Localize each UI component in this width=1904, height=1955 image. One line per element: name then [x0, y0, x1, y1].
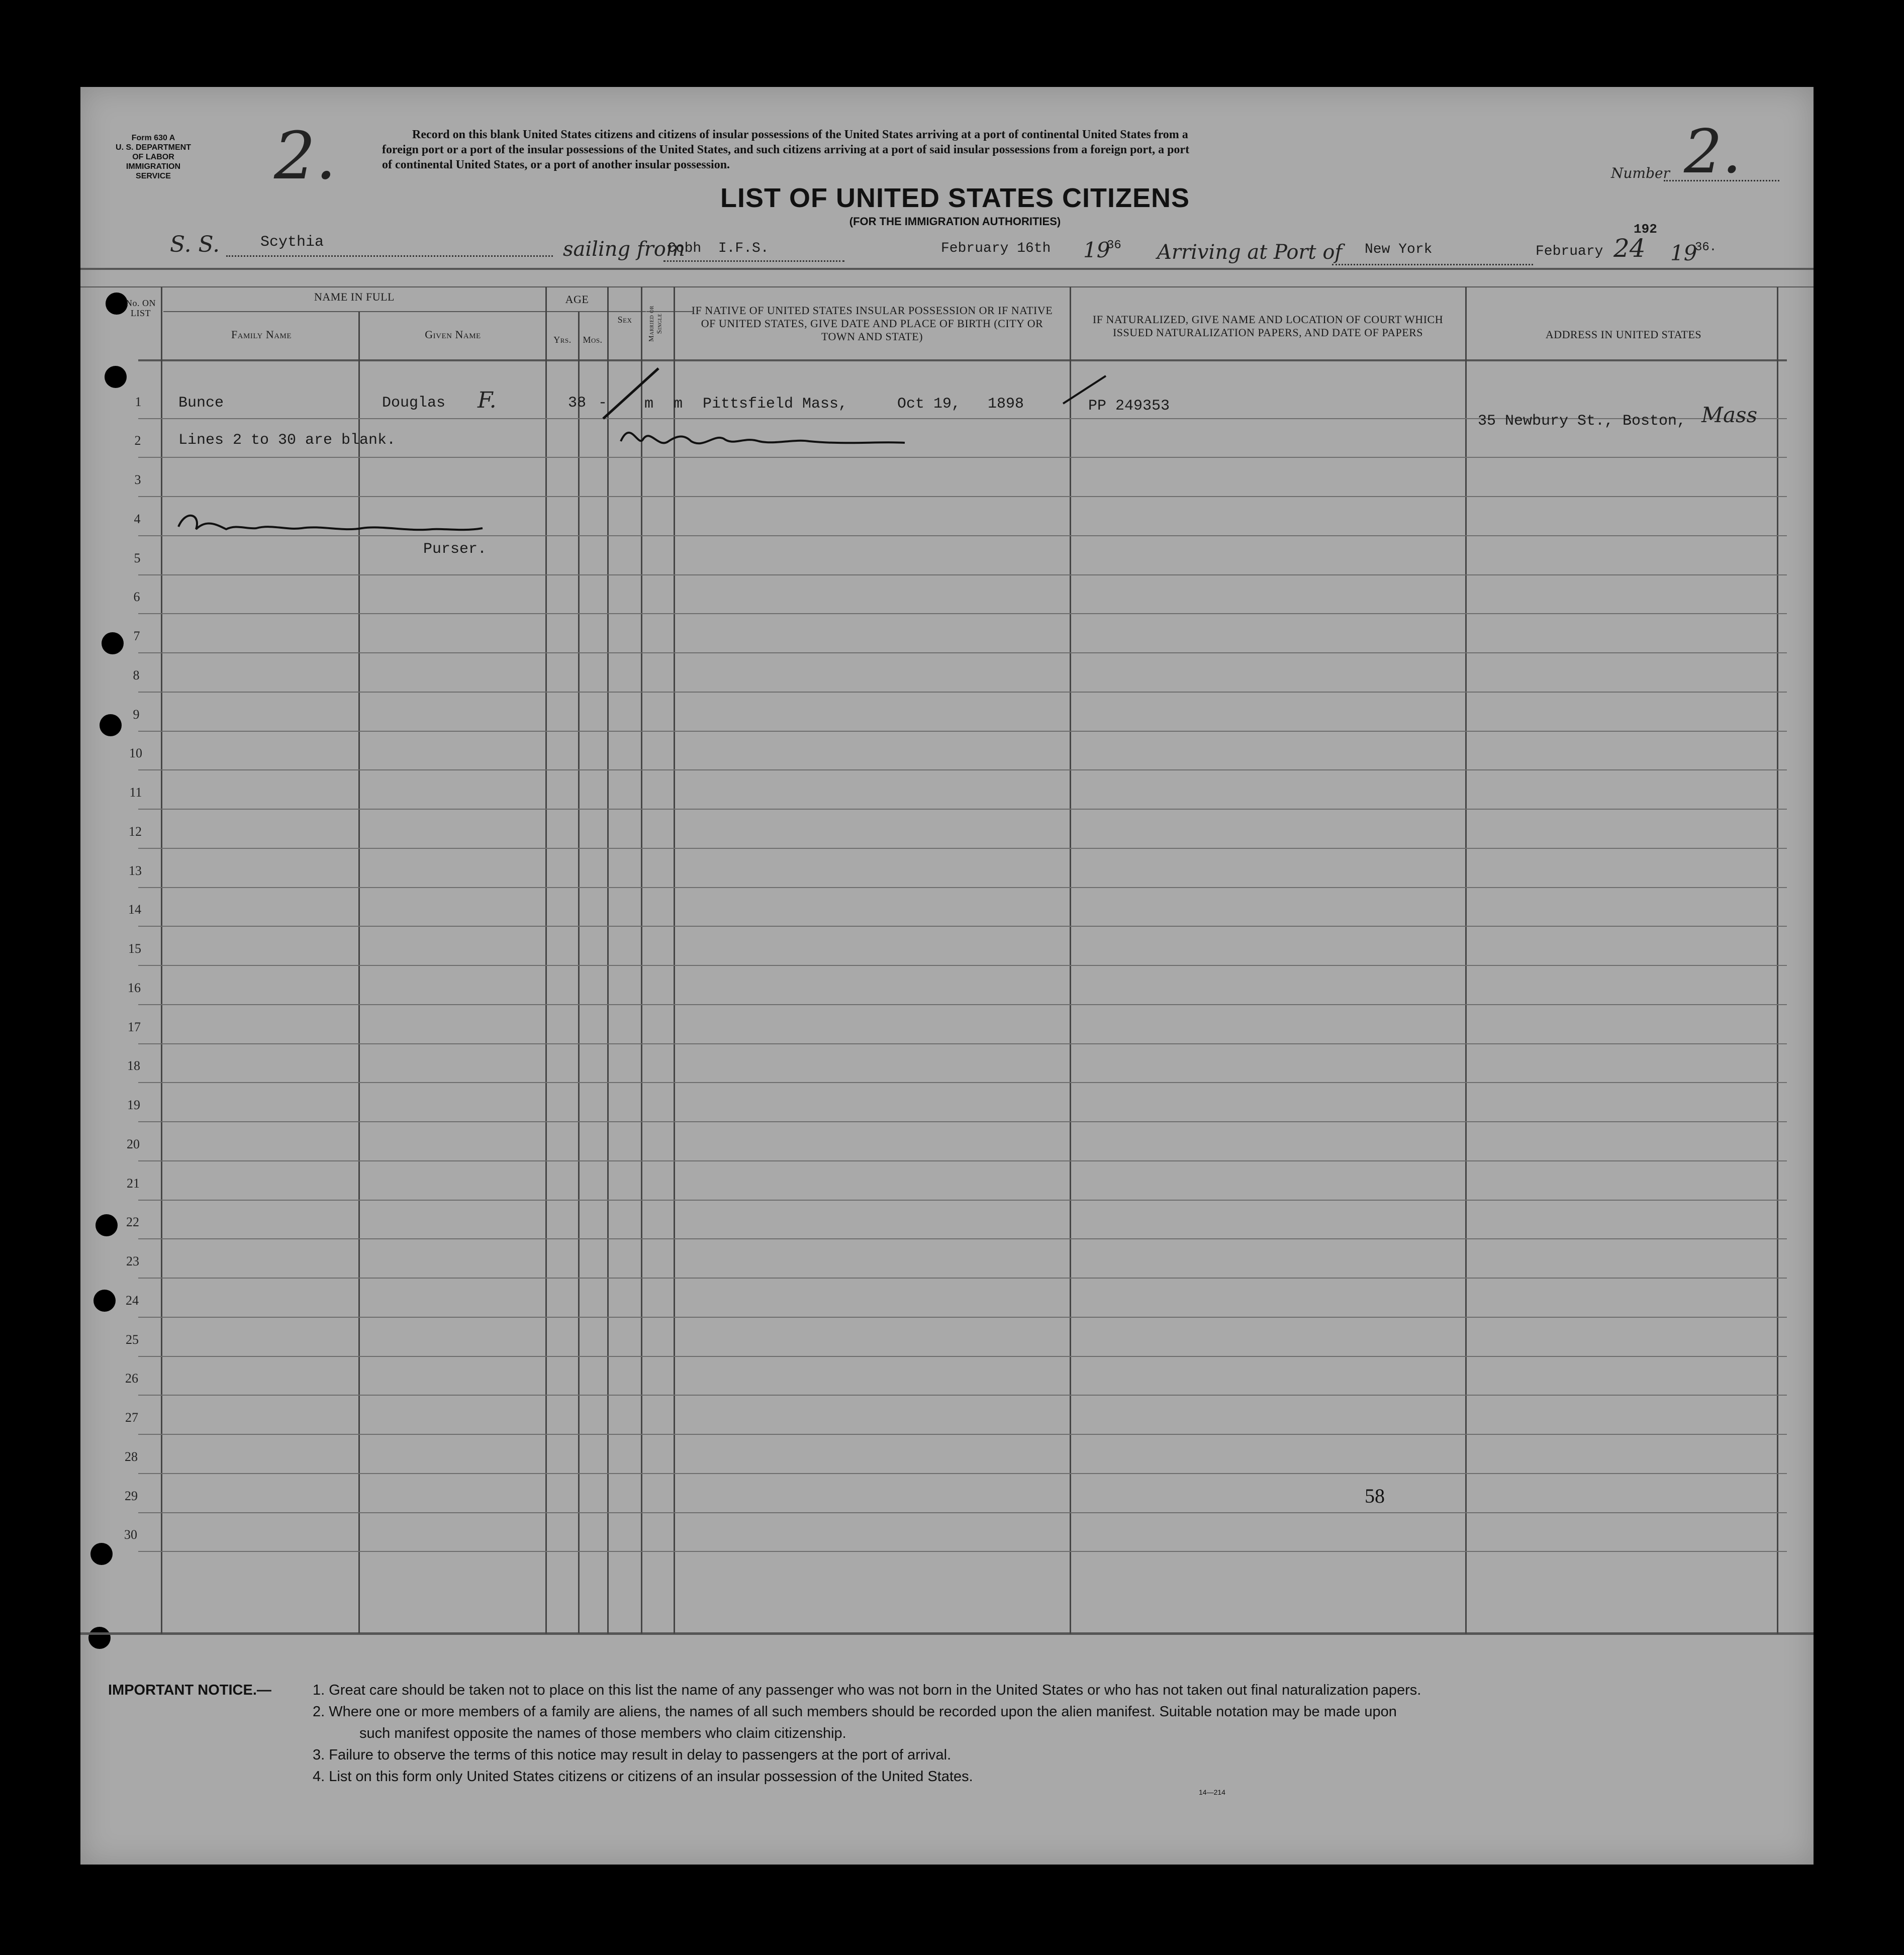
entry-given-name: Douglas: [382, 395, 446, 412]
age-check-mark: [603, 368, 658, 419]
row-number: 2: [134, 433, 141, 448]
page-number: 58: [1365, 1485, 1385, 1507]
col-header-name: NAME IN FULL: [314, 290, 395, 303]
arriving-label: Arriving at Port of: [1157, 241, 1343, 264]
purser-label: Purser.: [423, 541, 487, 558]
important-notice-item: 2. Where one or more members of a family are aliens, the names of all such members should be recorded upon the alien manifest. Suitable notation may be made upon: [313, 1704, 1397, 1720]
instruction-line: foreign port or a port of the insular possessions of the United States, and such citizens arriving at a port of said insular possessions from a foreign port, a port: [382, 143, 1190, 156]
important-notice-item: 1. Great care should be taken not to place on this list the name of any passenger who was not born in the United States or who has not taken out final naturalization papers.: [313, 1682, 1421, 1698]
sailing-year: 36: [1107, 239, 1121, 252]
handwritten-marks: [80, 87, 1814, 1645]
entry-papers: PP 249353: [1088, 398, 1170, 415]
row-number: 22: [126, 1215, 139, 1229]
ss-label: S. S.: [170, 232, 220, 257]
entry-address: 35 Newbury St., Boston,: [1478, 413, 1686, 430]
row-number: 4: [134, 512, 141, 526]
important-notice-heading: IMPORTANT NOTICE.—: [108, 1682, 271, 1698]
top-year-mark: 192: [1634, 222, 1657, 237]
blank-lines-note: Lines 2 to 30 are blank.: [178, 432, 396, 449]
entry-age-yrs: 38: [568, 395, 587, 412]
row-number: 14: [128, 902, 141, 917]
row-number: 24: [126, 1293, 139, 1308]
instruction-line: Record on this blank United States citizens and citizens of insular possessions of the United States arriving at a port of continental United States from a: [412, 128, 1188, 141]
service: IMMIGRATION SERVICE: [126, 162, 181, 180]
row-number: 1: [135, 395, 142, 409]
col-header-given: Given Name: [425, 328, 481, 341]
row-number: 18: [127, 1058, 140, 1073]
row-number: 26: [125, 1371, 138, 1386]
entry-sex: m: [644, 396, 654, 413]
col-header-mos: Mos.: [583, 335, 603, 345]
from-port: Cobh I.F.S.: [668, 241, 769, 256]
department: U. S. DEPARTMENT OF LABOR: [116, 143, 191, 161]
arrival-year: 36.: [1695, 241, 1717, 254]
col-header-age: AGE: [565, 293, 589, 306]
row-number: 12: [129, 824, 142, 839]
row-number: 17: [128, 1020, 141, 1034]
row-number: 8: [133, 668, 140, 682]
arrival-year-prefix: 19: [1670, 241, 1697, 265]
row-number: 9: [133, 707, 140, 722]
row-number: 7: [133, 629, 140, 643]
page-title: LIST OF UNITED STATES CITIZENS: [720, 183, 1190, 213]
form-code: 14—214: [1199, 1788, 1225, 1796]
arrival-day: 24: [1613, 234, 1646, 263]
number-value: 2.: [1684, 117, 1742, 187]
form-number: Form 630 A: [131, 134, 175, 142]
arrival-month: February: [1536, 244, 1603, 259]
row-number: 27: [125, 1410, 138, 1425]
sailing-label: sailing from: [563, 238, 685, 261]
ship-name: Scythia: [260, 234, 324, 251]
entry-age-mos: -: [598, 395, 608, 412]
row-number: 5: [134, 551, 141, 565]
birth-check-mark: [1063, 376, 1106, 404]
signature-purser: [178, 516, 483, 530]
row-number: 13: [129, 863, 142, 878]
number-label: Number: [1611, 165, 1670, 181]
important-notice-item: such manifest opposite the names of those members who claim citizenship.: [359, 1725, 846, 1741]
row-number: 28: [125, 1449, 138, 1464]
row-number: 11: [129, 785, 142, 800]
col-header-married: Married or Single: [648, 305, 663, 342]
signature-inspector: [621, 433, 905, 443]
arrival-port: New York: [1365, 242, 1433, 257]
row-number: 16: [128, 981, 141, 995]
manifest-sheet: [80, 87, 1814, 1865]
entry-birth-place: Pittsfield Mass,: [703, 396, 848, 413]
row-number: 6: [133, 590, 140, 604]
col-header-sex: Sex: [617, 315, 632, 325]
handwritten-left-number: 2.: [274, 118, 337, 194]
instruction-line: of continental United States, or a port of another insular possession.: [382, 158, 730, 171]
entry-given-initial: F.: [478, 387, 497, 413]
page-subtitle: (FOR THE IMMIGRATION AUTHORITIES): [849, 215, 1061, 228]
row-number: 10: [129, 746, 142, 760]
row-number: 30: [124, 1527, 137, 1542]
row-number: 21: [127, 1176, 140, 1191]
important-notice-item: 3. Failure to observe the terms of this notice may result in delay to passengers at the port of arrival.: [313, 1747, 951, 1763]
entry-marital: m: [674, 396, 683, 413]
row-number: 20: [127, 1137, 140, 1151]
row-number: 29: [125, 1489, 138, 1503]
row-number: 19: [127, 1098, 140, 1112]
entry-address-state: Mass: [1701, 403, 1758, 427]
col-header-birth: IF NATIVE OF UNITED STATES INSULAR POSSESSION OR IF NATIVE OF UNITED STATES, GIVE DATE AND PLACE OF BIRTH (CITY OR TOWN AND STATE): [691, 304, 1053, 343]
row-number: 25: [126, 1332, 139, 1347]
sailing-year-prefix: 19: [1083, 238, 1110, 262]
sailing-date: February 16th: [941, 241, 1051, 256]
col-header-naturalized: IF NATURALIZED, GIVE NAME AND LOCATION OF COURT WHICH ISSUED NATURALIZATION PAPERS, AND DATE OF PAPERS: [1092, 313, 1444, 339]
entry-birth-year: 1898: [988, 396, 1024, 413]
col-header-yrs: Yrs.: [553, 335, 572, 345]
row-number: 3: [134, 472, 141, 487]
col-header-no: No. ON LIST: [126, 298, 156, 318]
row-number: 23: [126, 1254, 139, 1268]
entry-birth-date: Oct 19,: [897, 396, 961, 413]
col-header-family: Family Name: [231, 328, 292, 341]
col-header-address: ADDRESS IN UNITED STATES: [1545, 328, 1702, 341]
entry-family-name: Bunce: [178, 395, 224, 412]
row-number: 15: [128, 941, 141, 956]
important-notice-item: 4. List on this form only United States citizens or citizens of an insular possession of the United States.: [313, 1769, 973, 1785]
